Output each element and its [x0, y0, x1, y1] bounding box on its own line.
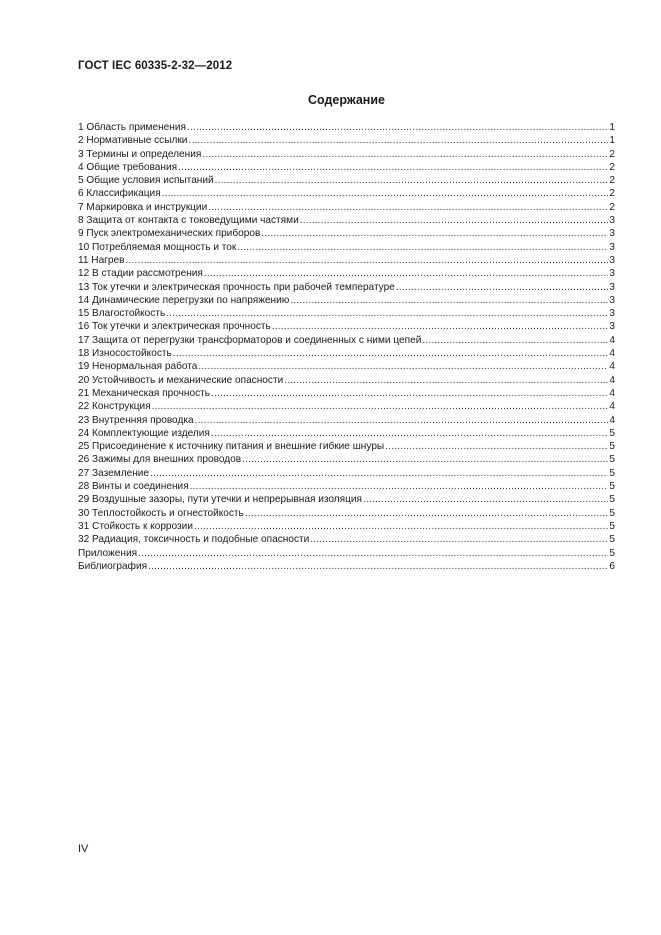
toc-entry-label: 28 Винты и соединения [78, 481, 189, 493]
toc-entry-page: 1 [609, 135, 615, 147]
toc-dot-leader [202, 148, 608, 161]
toc-entry-label: 9 Пуск электромеханических приборов [78, 228, 261, 240]
toc-dot-leader [208, 201, 608, 214]
toc-entry-label: 31 Стойкость к коррозии [78, 520, 193, 532]
toc-entry[interactable] [78, 201, 615, 214]
page-number: IV [78, 843, 89, 855]
toc-entry-page: 2 [609, 188, 615, 200]
toc-dot-leader [152, 400, 609, 413]
toc-dot-leader [245, 507, 609, 520]
toc-entry-label: 29 Воздушные зазоры, пути утечки и непрерывная изоляция [78, 494, 363, 506]
toc-entry-label: 2 Нормативные ссылки [78, 135, 188, 147]
toc-entry-page: 5 [609, 534, 615, 546]
toc-entry-label: 19 Ненормальная работа [78, 361, 198, 373]
toc-entry-label: Библиография [78, 560, 148, 572]
toc-dot-leader [190, 480, 609, 493]
toc-entry[interactable] [78, 360, 615, 373]
toc-entry[interactable] [78, 374, 615, 387]
toc-entry[interactable] [78, 480, 615, 493]
toc-dot-leader [284, 374, 608, 387]
toc-entry[interactable] [78, 440, 615, 453]
toc-dot-leader [188, 134, 608, 147]
toc-dot-leader [162, 187, 609, 200]
toc-entry-page: 4 [609, 374, 615, 386]
toc-entry-page: 5 [609, 467, 615, 479]
table-of-contents [78, 121, 615, 573]
toc-dot-leader [148, 560, 608, 573]
toc-entry-page: 3 [609, 215, 615, 227]
toc-dot-leader [195, 414, 609, 427]
toc-entry-label: 7 Маркировка и инструкции [78, 201, 208, 213]
toc-entry-page: 3 [609, 294, 615, 306]
toc-dot-leader [261, 227, 608, 240]
toc-entry-page: 3 [609, 241, 615, 253]
toc-entry-page: 4 [609, 401, 615, 413]
toc-entry-page: 2 [609, 161, 615, 173]
toc-entry-label: 13 Ток утечки и электрическая прочность при рабочей температуре [78, 281, 395, 293]
toc-entry[interactable] [78, 267, 615, 280]
toc-entry-label: 23 Внутренняя проводка [78, 414, 194, 426]
toc-entry[interactable] [78, 533, 615, 546]
toc-entry[interactable] [78, 400, 615, 413]
toc-dot-leader [211, 427, 608, 440]
toc-dot-leader [187, 121, 608, 134]
toc-entry-label: 6 Классификация [78, 188, 161, 200]
toc-entry-page: 4 [609, 348, 615, 360]
toc-entry-label: 11 Нагрев [78, 254, 125, 266]
toc-dot-leader [178, 161, 608, 174]
toc-entry[interactable] [78, 520, 615, 533]
toc-entry-label: 15 Влагостойкость [78, 308, 166, 320]
toc-entry-page: 5 [609, 520, 615, 532]
toc-entry-page: 3 [609, 228, 615, 240]
toc-entry[interactable] [78, 414, 615, 427]
toc-entry[interactable] [78, 121, 615, 134]
toc-dot-leader [242, 453, 608, 466]
toc-entry[interactable] [78, 320, 615, 333]
toc-entry[interactable] [78, 387, 615, 400]
toc-entry[interactable] [78, 294, 615, 307]
toc-dot-leader [396, 281, 609, 294]
toc-dot-leader [300, 214, 609, 227]
toc-entry-page: 5 [609, 454, 615, 466]
toc-dot-leader [215, 174, 609, 187]
toc-entry[interactable] [78, 560, 615, 573]
toc-entry-label: 3 Термины и определения [78, 148, 202, 160]
toc-entry-page: 2 [609, 175, 615, 187]
toc-entry[interactable] [78, 254, 615, 267]
toc-entry-label: 12 В стадии рассмотрения [78, 268, 203, 280]
toc-entry-label: 26 Зажимы для внешних проводов [78, 454, 242, 466]
toc-entry[interactable] [78, 467, 615, 480]
toc-entry-page: 4 [609, 361, 615, 373]
toc-dot-leader [204, 267, 608, 280]
toc-entry[interactable] [78, 227, 615, 240]
toc-dot-leader [150, 467, 608, 480]
toc-entry-label: 27 Заземление [78, 467, 150, 479]
toc-entry-page: 6 [609, 560, 615, 572]
toc-entry-page: 1 [609, 122, 615, 133]
toc-dot-leader [363, 493, 608, 506]
toc-dot-leader [422, 334, 608, 347]
toc-entry-page: 5 [609, 427, 615, 439]
toc-entry[interactable] [78, 148, 615, 161]
toc-entry-label: 24 Комплектующие изделия [78, 427, 210, 439]
toc-dot-leader [125, 254, 608, 267]
toc-entry-page: 3 [609, 254, 615, 266]
toc-entry[interactable] [78, 281, 615, 294]
toc-entry[interactable] [78, 334, 615, 347]
toc-entry-label: 30 Теплостойкость и огнестойкость [78, 507, 244, 519]
toc-entry-label: 32 Радиация, токсичность и подобные опасности [78, 534, 310, 546]
toc-dot-leader [194, 520, 608, 533]
toc-dot-leader [237, 241, 608, 254]
toc-entry-label: 25 Присоединение к источнику питания и внешние гибкие шнуры [78, 441, 385, 453]
toc-entry-page: 4 [609, 387, 615, 399]
toc-entry-page: 4 [609, 334, 615, 346]
toc-entry-label: 4 Общие требования [78, 161, 178, 173]
toc-title [0, 93, 661, 107]
toc-entry-label: 1 Область применения [78, 122, 186, 133]
toc-dot-leader [290, 294, 608, 307]
toc-entry-label: 5 Общие условия испытаний [78, 175, 214, 187]
toc-dot-leader [166, 307, 608, 320]
toc-entry-label: 18 Износостойкость [78, 348, 172, 360]
toc-entry-page: 2 [609, 148, 615, 160]
toc-entry[interactable] [78, 187, 615, 200]
toc-dot-leader [272, 320, 609, 333]
toc-entry-label: 10 Потребляемая мощность и ток [78, 241, 237, 253]
toc-entry-page: 3 [609, 308, 615, 320]
toc-entry-label: 16 Ток утечки и электрическая прочность [78, 321, 271, 333]
toc-entry-page: 5 [609, 441, 615, 453]
toc-entry-label: 20 Устойчивость и механические опасности [78, 374, 284, 386]
toc-dot-leader [310, 533, 608, 546]
toc-entry-label: 17 Защита от перегрузки трансформаторов и соединенных с ними цепей [78, 334, 422, 346]
toc-entry[interactable] [78, 547, 615, 560]
toc-entry-page: 2 [609, 201, 615, 213]
toc-entry-page: 4 [609, 414, 615, 426]
toc-title-text: Содержание [307, 93, 385, 107]
toc-entry-page: 5 [609, 494, 615, 506]
toc-entry-page: 3 [609, 268, 615, 280]
toc-entry-page: 5 [609, 507, 615, 519]
toc-entry-page: 3 [609, 321, 615, 333]
toc-dot-leader [211, 387, 608, 400]
toc-entry[interactable] [78, 507, 615, 520]
toc-entry[interactable] [78, 493, 615, 506]
toc-entry-page: 5 [609, 547, 615, 559]
toc-entry[interactable] [78, 307, 615, 320]
document-code-header: ГОСТ IEC 60335-2-32—2012 [78, 60, 233, 72]
toc-entry-label: Приложения [78, 547, 138, 559]
toc-entry[interactable] [78, 241, 615, 254]
toc-entry-label: 22 Конструкция [78, 401, 151, 413]
toc-entry-label: 8 Защита от контакта с токоведущими частями [78, 215, 299, 227]
toc-dot-leader [173, 347, 609, 360]
toc-entry[interactable] [78, 347, 615, 360]
toc-entry-label: 14 Динамические перегрузки по напряжению [78, 294, 290, 306]
toc-dot-leader [385, 440, 608, 453]
toc-entry[interactable] [78, 134, 615, 147]
toc-entry[interactable] [78, 453, 615, 466]
toc-dot-leader [198, 360, 608, 373]
toc-entry[interactable] [78, 427, 615, 440]
toc-dot-leader [138, 547, 608, 560]
toc-entry-page: 3 [609, 281, 615, 293]
toc-entry[interactable] [78, 214, 615, 227]
toc-entry-page: 5 [609, 481, 615, 493]
toc-entry[interactable] [78, 174, 615, 187]
toc-entry-label: 21 Механическая прочность [78, 387, 210, 399]
toc-entry[interactable] [78, 161, 615, 174]
